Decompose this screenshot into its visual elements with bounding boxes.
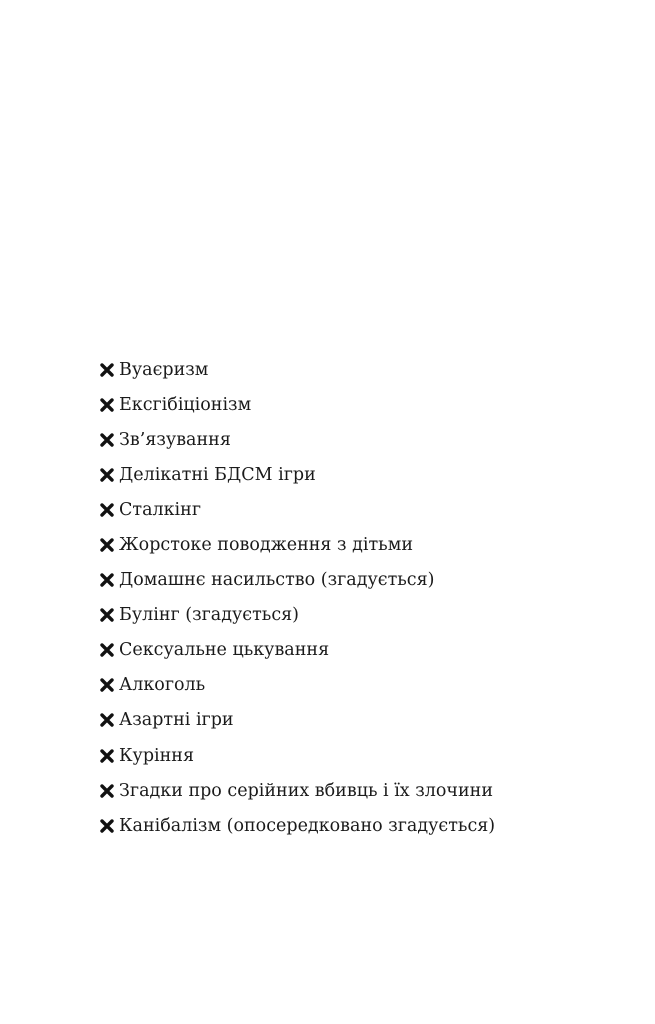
warning-label: Азартні ігри xyxy=(119,710,234,731)
list-item xyxy=(100,633,495,668)
list-item xyxy=(100,703,495,738)
list-item xyxy=(100,773,495,808)
list-item xyxy=(100,563,495,598)
cross-icon xyxy=(100,678,114,692)
list-item xyxy=(100,808,495,843)
warning-label: Сталкінг xyxy=(119,499,201,520)
warning-label: Зв’язування xyxy=(119,429,231,450)
warning-label: Жорстоке поводження з дітьми xyxy=(119,535,413,556)
warning-label: Делікатні БДСМ ігри xyxy=(119,464,316,485)
list-item xyxy=(100,527,495,562)
cross-icon xyxy=(100,713,114,727)
cross-icon xyxy=(100,643,114,657)
cross-icon xyxy=(100,468,114,482)
warning-label: Булінг (згадується) xyxy=(119,605,299,626)
warning-label: Ексгібіціонізм xyxy=(119,394,252,415)
cross-icon xyxy=(100,784,114,798)
cross-icon xyxy=(100,363,114,377)
cross-icon xyxy=(100,398,114,412)
warning-label: Згадки про серійних вбивць і їх злочини xyxy=(119,780,493,801)
cross-icon xyxy=(100,503,114,517)
cross-icon xyxy=(100,608,114,622)
list-item xyxy=(100,387,495,422)
warning-label: Алкоголь xyxy=(119,675,206,696)
warning-label: Сексуальне цькування xyxy=(119,640,330,661)
content-warning-list xyxy=(100,352,495,843)
list-item xyxy=(100,352,495,387)
list-item xyxy=(100,598,495,633)
cross-icon xyxy=(100,819,114,833)
cross-icon xyxy=(100,538,114,552)
list-item xyxy=(100,738,495,773)
cross-icon xyxy=(100,573,114,587)
cross-icon xyxy=(100,749,114,763)
warning-label: Куріння xyxy=(119,745,195,766)
cross-icon xyxy=(100,433,114,447)
list-item xyxy=(100,492,495,527)
list-item xyxy=(100,422,495,457)
warning-label: Канібалізм (опосередковано згадується) xyxy=(119,815,496,836)
warning-label: Домашнє насильство (згадується) xyxy=(119,570,435,591)
list-item xyxy=(100,457,495,492)
warning-label: Вуаєризм xyxy=(119,359,209,380)
list-item xyxy=(100,668,495,703)
